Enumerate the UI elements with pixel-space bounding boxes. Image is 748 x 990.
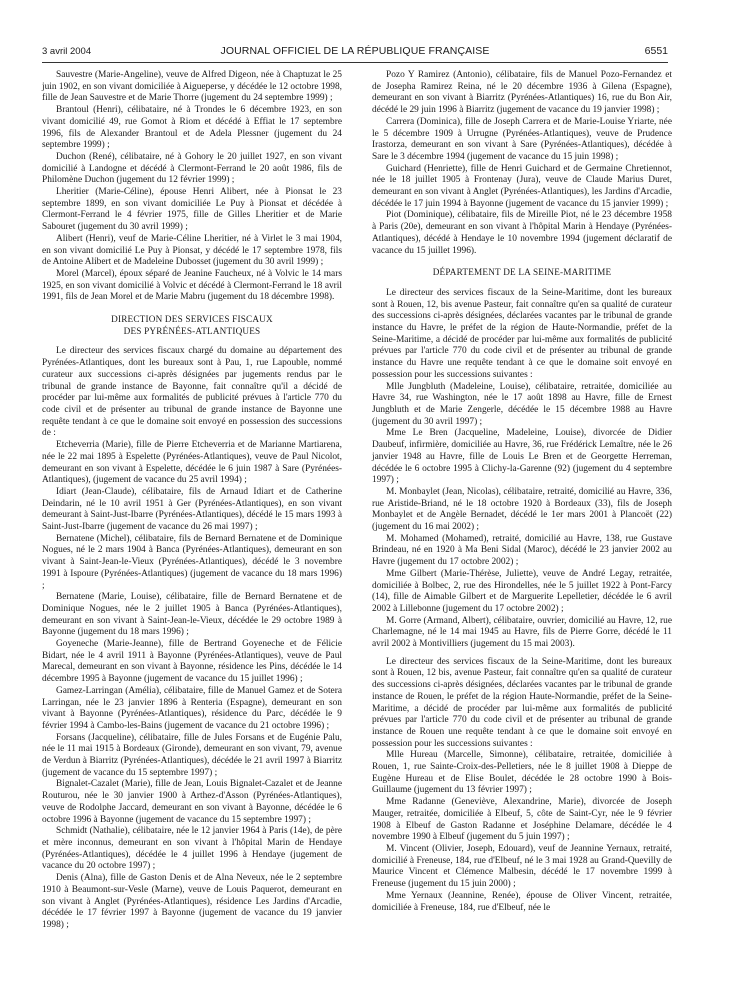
right-column	[372, 70, 672, 914]
notice-paragraph: Mme Le Bren (Jacqueline, Madeleine, Louise), divorcée de Didier Daubeuf, infirmière, domiciliée au Havre, 36, rue Frédérick Lemaître, née le 26 janvier 1948 au Havre, fille de Louis Le Bren et de Georgette Herreman, décédée le 6 octobre 1995 à Clichy-la-Garenne (92) (jugement du 4 septembre 1997) ;	[372, 428, 672, 486]
notice-paragraph: Mme Radanne (Geneviève, Alexandrine, Marie), divorcée de Joseph Mauger, retraitée, domiciliée à Elbeuf, 5, côte de Saint-Cyr, née le 9 février 1908 à Elbeuf de Gaston Radanne et Joséphine Delamare, décédée le 4 novembre 1990 à Elbeuf (jugement du 5 juin 1997) ;	[372, 797, 672, 843]
notice-paragraph: Mme Gilbert (Marie-Thérèse, Juliette), veuve de André Legay, retraitée, domiciliée à Bolbec, 2, rue des Hirondelles, née le 5 juillet 1922 à Pont-Farcy (14), fille de Aimable Gilbert et de Marguerite Lepelletier, décédée le 6 avril 2002 à Lillebonne (jugement du 17 octobre 2002) ;	[372, 568, 672, 614]
notice-paragraph: M. Monbaylet (Jean, Nicolas), célibataire, retraité, domicilié au Havre, 336, rue Aristide-Briand, né le 18 octobre 1920 à Bordeaux (33), fils de Joseph Monbaylet et de Angèle Bernadet, décédé le 1er mars 2001 à Plancoët (22) (jugement du 16 mai 2002) ;	[372, 486, 672, 533]
notice-paragraph: Lheritier (Marie-Céline), épouse Henri Alibert, née à Pionsat le 23 septembre 1899, en son vivant domiciliée Le Puy à Pionsat et décédée à Clermont-Ferrand le 4 février 1975, fille de Gilles Lheritier et de Marie Sabouret (jugement du 30 avril 1999) ;	[42, 187, 342, 233]
entries-puy-de-dome	[42, 70, 342, 304]
page-number: 6551	[644, 45, 668, 57]
left-column	[42, 70, 342, 932]
notice-paragraph: Alibert (Henri), veuf de Marie-Céline Lheritier, né à Virlet le 3 mai 1904, en son vivant domicilié Le Puy à Pionsat, y décédé le 17 septembre 1978, fils de Antoine Alibert et de Madeleine Dubosset (jugement du 30 avril 1999) ;	[42, 233, 342, 268]
entries-rouen	[372, 657, 672, 914]
notice-paragraph: Carrera (Dominica), fille de Joseph Carrera et de Marie-Louise Yriarte, née le 5 décembre 1909 à Urrugne (Pyrénées-Atlantiques), veuve de Prudence Irastorza, demeurant en son vivant à Sare (Pyrénées-Atlantiques), décédée à Sare le 3 décembre 1994 (jugement de vacance du 15 juin 1998) ;	[372, 116, 672, 162]
notice-paragraph: Goyeneche (Marie-Jeanne), fille de Bertrand Goyeneche et de Félicie Bidart, née le 4 avril 1911 à Bayonne (Pyrénées-Atlantiques), veuve de Paul Marecal, demeurant en son vivant à Bayonne, résidence les Pins, décédée le 14 décembre 1995 à Bayonne (jugement de vacance du 15 juillet 1996) ;	[42, 639, 342, 685]
notice-paragraph: M. Gorre (Armand, Albert), célibataire, ouvrier, domicilié au Havre, 12, rue Charlemagne, né le 14 mai 1945 au Havre, fils de Pierre Gorre, décédé le 11 avril 2002 à Montivilliers (jugement du 15 mai 2003).	[372, 615, 672, 650]
section-title-seine-maritime	[372, 267, 672, 279]
notice-paragraph: Piot (Dominique), célibataire, fils de Mireille Piot, né le 23 décembre 1958 à Paris (20e), demeurant en son vivant à l'hôpital Marin à Hendaye (Pyrénées-Atlantiques), décédé à Hendaye le 10 novembre 1994 (jugement déclaratif de vacance du 15 juillet 1996).	[372, 210, 672, 256]
notice-paragraph: Bernatene (Michel), célibataire, fils de Bernard Bernatene et de Dominique Nogues, né le 2 mars 1904 à Banca (Pyrénées-Atlantiques), demeurant en son vivant à Saint-Jean-le-Vieux (Pyrénées-Atlantiques), décédé le 3 novembre 1991 à Ispoure (Pyrénées-Atlantiques) (jugement de vacance du 18 mars 1996) ;	[42, 533, 342, 591]
notice-paragraph: Mlle Jungbluth (Madeleine, Louise), célibataire, retraitée, domiciliée au Havre 34, rue Washington, née le 17 août 1898 au Havre, fille de Ernest Jungbluth et de Marie Zengerle, décédée le 15 décembre 1988 au Havre (jugement du 30 avril 1997) ;	[372, 381, 672, 427]
journal-title: JOURNAL OFFICIEL DE LA RÉPUBLIQUE FRANÇAISE	[220, 45, 490, 57]
notice-paragraph: Bignalet-Cazalet (Marie), fille de Jean, Louis Bignalet-Cazalet et de Jeanne Routurou, née le 30 janvier 1900 à Arthez-d'Asson (Pyrénées-Atlantiques), veuve de Rodolphe Jaccard, demeurant en son vivant à Bayonne, décédée le 6 octobre 1996 à Bayonne (jugement de vacance du 15 septembre 1997) ;	[42, 779, 342, 825]
publication-date: 3 avril 2004	[42, 46, 92, 57]
section-title-line-2: DES PYRÉNÉES-ATLANTIQUES	[123, 325, 261, 336]
notice-paragraph: Brantoul (Henri), célibataire, né à Trondes le 6 décembre 1923, en son vivant domicilié 49, rue Gomot à Riom et décédé à Effiat le 17 septembre 1996, fils de Alexander Brantoul et de Adela Plessner (jugement du 24 septembre 1999) ;	[42, 105, 342, 151]
entries-pyrenees-continued	[372, 70, 672, 257]
entries-pyrenees-atlantiques	[42, 346, 342, 931]
notice-paragraph: Pozo Y Ramirez (Antonio), célibataire, fils de Manuel Pozo-Fernandez et de Josepha Ramirez Reina, né le 20 décembre 1936 à Gilena (Espagne), demeurant en son vivant à Biarritz (Pyrénées-Atlantiques) 16, rue du Bon Air, décédé le 29 juin 1996 à Biarritz (jugement de vacance du 19 janvier 1998) ;	[372, 70, 672, 116]
entries-le-havre	[372, 288, 672, 651]
notice-paragraph: Le directeur des services fiscaux de la Seine-Maritime, dont les bureaux sont à Rouen, 12 bis, avenue Pasteur, fait connaître qu'en sa qualité de curateur des successions ci-après désignées, déclarées vacantes par le tribunal de grande instance de Rouen, le préfet de la région Haute-Normandie, préfet de la Seine-Maritime, a décidé de procéder par lui-même aux formalités de publicité prévues par l'article 770 du code civil et de présenter au tribunal de grande instance de Rouen une requête tendant à ce que le domaine soit envoyé en possession pour les successions suivantes :	[372, 656, 672, 749]
notice-paragraph: Sauvestre (Marie-Angeline), veuve de Alfred Digeon, née à Chaptuzat le 25 juin 1902, en son vivant domiciliée à Aigueperse, y décédée le 12 octobre 1998, fille de Jean Sauvestre et de Marie Thorre (jugement du 24 septembre 1999) ;	[42, 70, 342, 104]
notice-paragraph: Schmidt (Nathalie), célibataire, née le 12 janvier 1964 à Paris (14e), de père et mère inconnus, demeurant en son vivant à l'hôpital Marin de Hendaye (Pyrénées-Atlantiques), décédée le 4 juillet 1996 à Hendaye (jugement de vacance du 20 octobre 1997) ;	[42, 826, 342, 872]
notice-paragraph: Le directeur des services fiscaux chargé du domaine au département des Pyrénées-Atlantiques, dont les bureaux sont à Pau, 1, rue Lapouble, nommé curateur aux successions ci-après désignées par jugements rendus par le tribunal de grande instance de Bayonne, fait connaître qu'il a décidé de procéder par lui-même aux formalités de publicité prévues à l'article 770 du code civil et de présenter au tribunal de grande instance de Bayonne une requête tendant à ce que le domaine soit envoyé en possession des successions de :	[42, 346, 342, 439]
section-title-pyrenees-atlantiques	[42, 314, 342, 337]
section-title-line-1: DIRECTION DES SERVICES FISCAUX	[111, 314, 273, 325]
header-rule	[42, 62, 668, 63]
notice-paragraph: Idiart (Jean-Claude), célibataire, fils de Arnaud Idiart et de Catherine Deindarin, né le 10 avril 1951 à Ger (Pyrénées-Atlantiques), en son vivant demeurant à Saint-Just-Ibarre (Pyrénées-Atlantiques), décédé le 15 mars 1993 à Saint-Just-Ibarre (jugement de vacance du 26 mai 1997) ;	[42, 486, 342, 533]
notice-paragraph: M. Vincent (Olivier, Joseph, Edouard), veuf de Jeannine Yernaux, retraité, domicilié à Freneuse, 184, rue d'Elbeuf, né le 3 mai 1928 au Grand-Quevilly de Maurice Vincent et Clémence Malbesin, décédé le 17 novembre 1999 à Freneuse (jugement du 15 juin 2000) ;	[372, 844, 672, 890]
notice-paragraph: Bernatene (Marie, Louise), célibataire, fille de Bernard Bernatene et de Dominique Nogues, née le 2 juillet 1905 à Banca (Pyrénées-Atlantiques), demeurant en son vivant à Saint-Jean-le-Vieux, décédée le 29 octobre 1989 à Bayonne (jugement du 18 mars 1996) ;	[42, 592, 342, 638]
notice-paragraph: Morel (Marcel), époux séparé de Jeanine Faucheux, né à Volvic le 14 mars 1925, en son vivant domicilié à Volvic et décédé à Clermont-Ferrand le 18 avril 1991, fils de Jean Morel et de Marie Mabru (jugement du 18 décembre 1998).	[42, 268, 342, 303]
section-title: DÉPARTEMENT DE LA SEINE-MARITIME	[432, 267, 612, 278]
notice-paragraph: Denis (Alna), fille de Gaston Denis et de Alna Neveux, née le 2 septembre 1910 à Beaumont-sur-Vesle (Marne), veuve de Louis Paquerot, demeurant en son vivant à Anglet (Pyrénées-Atlantiques), résidence Les Jardins d'Arcadie, décédée le 17 février 1997 à Bayonne (jugement de vacance du 19 janvier 1998) ;	[42, 873, 342, 930]
notice-paragraph: Mlle Hureau (Marcelle, Simonne), célibataire, retraitée, domiciliée à Rouen, 1, rue Sainte-Croix-des-Pelletiers, née le 8 juillet 1908 à Dieppe de Eugène Hureau et de Elise Boulet, décédée le 28 octobre 1990 à Bois-Guillaume (jugement du 13 février 1997) ;	[372, 750, 672, 796]
notice-paragraph: M. Mohamed (Mohamed), retraité, domicilié au Havre, 138, rue Gustave Brindeau, né en 1920 à Ma Beni Sidal (Maroc), décédé le 23 janvier 2002 au Havre (jugement du 17 octobre 2002) ;	[372, 533, 672, 568]
notice-paragraph: Guichard (Henriette), fille de Henri Guichard et de Germaine Chretiennot, née le 18 juillet 1905 à Frontenay (Jura), veuve de Claude Marius Duret, demeurant en son vivant à Anglet (Pyrénées-Atlantiques), les Jardins d'Arcadie, décédée le 17 juin 1994 à Bayonne (jugement de vacance du 15 janvier 1999) ;	[372, 163, 672, 209]
notice-paragraph: Duchon (René), célibataire, né à Gohory le 20 juillet 1927, en son vivant domicilié à Landogne et décédé à Clermont-Ferrand le 20 août 1986, fils de Philomène Duchon (jugement du 12 février 1999) ;	[42, 151, 342, 186]
notice-paragraph: Le directeur des services fiscaux de la Seine-Maritime, dont les bureaux sont à Rouen, 12, bis avenue Pasteur, fait connaître qu'en sa qualité de curateur des successions ci-après désignées, déclarées vacantes par le tribunal de grande instance du Havre, le préfet de la région de Haute-Normandie, préfet de la Seine-Maritime, a décidé de procéder par lui-même aux formalités de publicité prévues par l'article 770 du code civil et de présenter au tribunal de grande instance du Havre une requête tendant à ce que le domaine soit envoyé en possession pour les successions suivantes :	[372, 287, 672, 380]
page-header	[42, 44, 668, 62]
notice-paragraph: Etcheverria (Marie), fille de Pierre Etcheverria et de Marianne Martiarena, née le 22 mai 1895 à Espelette (Pyrénées-Atlantiques), veuve de Paul Nicolot, demeurant en son vivant à Espelette, décédée le 6 juin 1987 à Sare (Pyrénées-Atlantiques), (jugement de vacance du 25 avril 1994) ;	[42, 440, 342, 486]
notice-paragraph: Gamez-Larringan (Amélia), célibataire, fille de Manuel Gamez et de Sotera Larringan, née le 23 janvier 1896 à Renteria (Espagne), demeurant en son vivant à Bayonne (Pyrénées-Atlantiques), résidence du Parc, décédée le 9 février 1994 à Cambo-les-Bains (jugement de vacance du 21 octobre 1996) ;	[42, 685, 342, 731]
notice-paragraph: Forsans (Jacqueline), célibataire, fille de Jules Forsans et de Eugénie Palu, née le 11 mai 1915 à Bordeaux (Gironde), demeurant en son vivant, 79, avenue de Verdun à Biarritz (Pyrénées-Atlantiques), décédée le 21 avril 1997 à Biarritz (jugement de vacance du 15 septembre 1997) ;	[42, 732, 342, 778]
notice-paragraph: Mme Yernaux (Jeannine, Renée), épouse de Oliver Vincent, retraitée, domiciliée à Freneuse, 184, rue d'Elbeuf, née le	[372, 890, 672, 913]
